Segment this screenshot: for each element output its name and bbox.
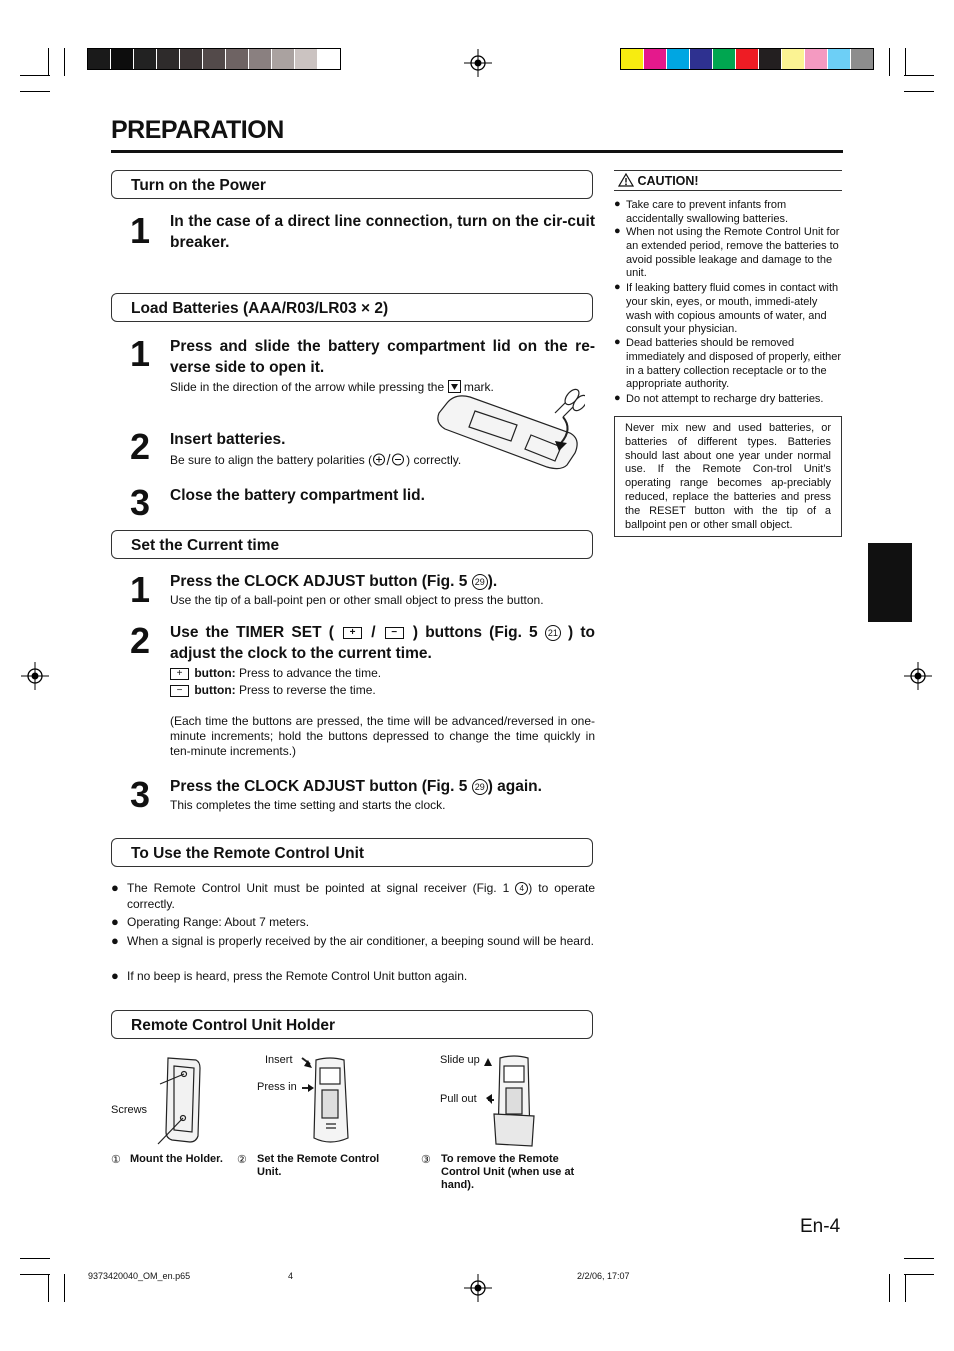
color-swatch <box>226 49 249 69</box>
note-label: button: <box>194 683 236 697</box>
color-swatch <box>851 49 873 69</box>
caution-text: Dead batteries should be removed immediately and disposed of properly, either in a battery collection receptacle or to the appropriate authority. <box>626 337 842 391</box>
color-swatch <box>644 49 667 69</box>
footer-page: 4 <box>288 1271 294 1281</box>
color-swatch <box>690 49 713 69</box>
caption-number: ③ <box>421 1154 431 1166</box>
color-swatch <box>295 49 318 69</box>
color-swatch <box>805 49 828 69</box>
registration-target-icon <box>464 1274 492 1302</box>
page-number: En-4 <box>800 1216 841 1237</box>
bullet-icon: ● <box>111 968 119 983</box>
bullet-icon: ● <box>614 225 621 237</box>
bullet-icon: ● <box>111 880 119 895</box>
step-note <box>170 453 595 468</box>
caution-text: Take care to prevent infants from accidentally swallowing batteries. <box>626 199 789 225</box>
crop-mark <box>905 48 906 76</box>
label-insert: Insert <box>265 1054 293 1066</box>
polarity-icon <box>372 453 406 466</box>
label-press-in: Press in <box>257 1081 297 1093</box>
crop-mark <box>64 1274 65 1302</box>
step-note: This completes the time setting and starts the clock. <box>170 798 446 812</box>
color-swatch <box>621 49 644 69</box>
crop-mark <box>20 91 50 92</box>
color-swatch <box>134 49 157 69</box>
bullet-icon: ● <box>614 336 621 348</box>
caution-item <box>614 226 842 281</box>
step-text-part: / <box>371 624 376 641</box>
figure-ref: 29 <box>472 779 488 795</box>
list-text: The Remote Control Unit must be pointed at signal receiver (Fig. 1 <box>127 881 510 895</box>
step-number: 3 <box>130 774 151 815</box>
caution-item <box>614 199 842 227</box>
holder-illustration <box>150 1054 210 1150</box>
step-number: 3 <box>130 482 151 523</box>
step-text-part: ) to adjust the clock to the current time. <box>170 624 595 662</box>
crop-mark <box>64 48 65 76</box>
bullet-icon: ● <box>614 281 621 293</box>
color-swatch <box>249 49 272 69</box>
section-heading-batteries: Load Batteries (AAA/R03/LR03 × 2) <box>111 293 593 322</box>
caption-mount-holder: Mount the Holder. <box>130 1153 223 1165</box>
step-number: 1 <box>130 210 151 251</box>
plus-button-note <box>170 666 595 681</box>
note-text: Press to advance the time. <box>239 666 382 680</box>
note-label: button: <box>194 666 236 680</box>
crop-mark <box>48 48 49 76</box>
color-swatch <box>667 49 690 69</box>
step-text-part: ) buttons (Fig. 5 <box>412 624 538 641</box>
caution-header <box>614 170 842 191</box>
registration-target-icon <box>464 49 492 77</box>
bullet-icon: ● <box>614 392 621 404</box>
figure-ref: 4 <box>515 882 528 895</box>
step-text <box>170 776 595 797</box>
registration-target-icon <box>904 662 932 690</box>
caption-number: ① <box>111 1154 121 1166</box>
minus-button-icon: − <box>385 627 404 639</box>
color-swatch <box>203 49 226 69</box>
caution-title: CAUTION! <box>637 174 699 188</box>
step-text-part: ) again. <box>487 778 542 795</box>
step-text <box>170 622 595 664</box>
title-rule <box>111 150 843 153</box>
bullet-icon: ● <box>111 933 119 948</box>
caution-text: If leaking battery fluid comes in contact with your skin, eyes, or mouth, immedi-ately wash with copious amounts of water, and consult your physician. <box>626 282 839 336</box>
crop-mark <box>904 1258 934 1259</box>
side-tab <box>868 543 912 622</box>
caption-remove-remote: To remove the Remote Control Unit (when use at hand). <box>441 1153 575 1191</box>
warning-triangle-icon <box>618 173 634 187</box>
color-swatch <box>157 49 180 69</box>
caution-item <box>614 393 842 407</box>
step-note: (Each time the buttons are pressed, the time will be advanced/reversed in one-minute increments; hold the buttons depressed to change the time quickly in ten-minute increments.) <box>170 714 595 758</box>
color-swatch <box>713 49 736 69</box>
minus-button-icon: − <box>170 685 189 697</box>
section-heading-power: Turn on the Power <box>111 170 593 199</box>
crop-mark <box>904 75 934 76</box>
step-note: Use the tip of a ball-point pen or other small object to press the button. <box>170 593 544 607</box>
step-number: 1 <box>130 333 151 374</box>
step-text-part: ). <box>487 573 498 590</box>
plus-button-icon: + <box>343 627 362 639</box>
list-text: If no beep is heard, press the Remote Control Unit button again. <box>127 969 468 983</box>
step-text: Insert batteries. <box>170 431 286 448</box>
crop-mark <box>904 1274 934 1275</box>
label-slide-up: Slide up <box>440 1054 480 1066</box>
color-swatch <box>759 49 782 69</box>
step-number: 1 <box>130 569 151 610</box>
note-text: Press to reverse the time. <box>239 683 376 697</box>
page-title: PREPARATION <box>111 116 284 144</box>
crop-mark <box>20 1274 50 1275</box>
step-text <box>170 571 595 592</box>
color-swatch <box>180 49 203 69</box>
note-text: mark. <box>463 380 494 394</box>
section-heading-holder: Remote Control Unit Holder <box>111 1010 593 1039</box>
list-text: Operating Range: About 7 meters. <box>127 915 310 929</box>
figure-ref: 29 <box>472 574 488 590</box>
step-text: In the case of a direct line connection, turn on the cir-cuit breaker. <box>170 213 595 251</box>
section-heading-remote: To Use the Remote Control Unit <box>111 838 593 867</box>
note-text: ) correctly. <box>406 453 462 467</box>
crop-mark <box>889 48 890 76</box>
step-number: 2 <box>130 620 151 661</box>
caution-item <box>614 337 842 392</box>
registration-target-icon <box>21 662 49 690</box>
step-text: Close the battery compartment lid. <box>170 487 425 504</box>
crop-mark <box>20 1258 50 1259</box>
caption-set-remote: Set the Remote Control Unit. <box>257 1153 380 1178</box>
caption-number: ② <box>237 1154 247 1166</box>
list-text: ) to operate correctly. <box>127 881 596 911</box>
color-swatch <box>111 49 134 69</box>
caution-text: When not using the Remote Control Unit for an extended period, remove the batteries to avoid possible leakage and damage to the unit. <box>626 226 840 280</box>
bullet-icon: ● <box>111 914 119 929</box>
step-text-part: Use the TIMER SET ( <box>170 624 334 641</box>
bullet-icon: ● <box>614 198 621 210</box>
note-text: Be sure to align the battery polarities ( <box>170 453 373 467</box>
step-text-part: Press the CLOCK ADJUST button (Fig. 5 <box>170 778 468 795</box>
remote-remove-illustration <box>484 1054 544 1150</box>
list-item <box>111 934 595 950</box>
color-swatch <box>736 49 759 69</box>
footer-date: 2/2/06, 17:07 <box>577 1271 630 1281</box>
crop-mark <box>905 1274 906 1302</box>
figure-ref: 21 <box>545 625 561 641</box>
color-swatch <box>318 49 340 69</box>
section-heading-time: Set the Current time <box>111 530 593 559</box>
step-text-part: Press the CLOCK ADJUST button (Fig. 5 <box>170 573 468 590</box>
crop-mark <box>904 91 934 92</box>
color-swatch <box>782 49 805 69</box>
list-item <box>111 881 595 912</box>
color-bar <box>620 48 874 70</box>
step-text: Press and slide the battery compartment lid on the re-verse side to open it. <box>170 338 595 376</box>
color-swatch <box>272 49 295 69</box>
minus-button-note <box>170 683 595 698</box>
plus-button-icon: + <box>170 668 189 680</box>
list-text: When a signal is properly received by the air conditioner, a beeping sound will be heard. <box>127 934 594 948</box>
label-pull-out: Pull out <box>440 1093 477 1105</box>
crop-mark <box>889 1274 890 1302</box>
color-swatch <box>88 49 111 69</box>
crop-mark <box>20 75 50 76</box>
caution-text: Do not attempt to recharge dry batteries. <box>626 393 824 405</box>
battery-info-box: Never mix new and used batteries, or batteries of different types. Batteries should last about one year under normal use. If the Remote Con-trol Unit’s operating range becomes ap-preciably reduced, replace the batteries and press the RESET button with the tip of a ballpoint pen or other small object. <box>614 416 842 537</box>
list-item <box>111 915 595 931</box>
color-swatch <box>828 49 851 69</box>
crop-mark <box>48 1274 49 1302</box>
remote-insert-illustration <box>300 1054 360 1148</box>
grayscale-bar <box>87 48 341 70</box>
list-item <box>111 969 595 985</box>
caution-item <box>614 282 842 337</box>
step-number: 2 <box>130 426 151 467</box>
label-screws: Screws <box>111 1104 148 1116</box>
note-text: Slide in the direction of the arrow while pressing the <box>170 380 445 394</box>
footer-filename: 9373420040_OM_en.p65 <box>88 1271 191 1281</box>
